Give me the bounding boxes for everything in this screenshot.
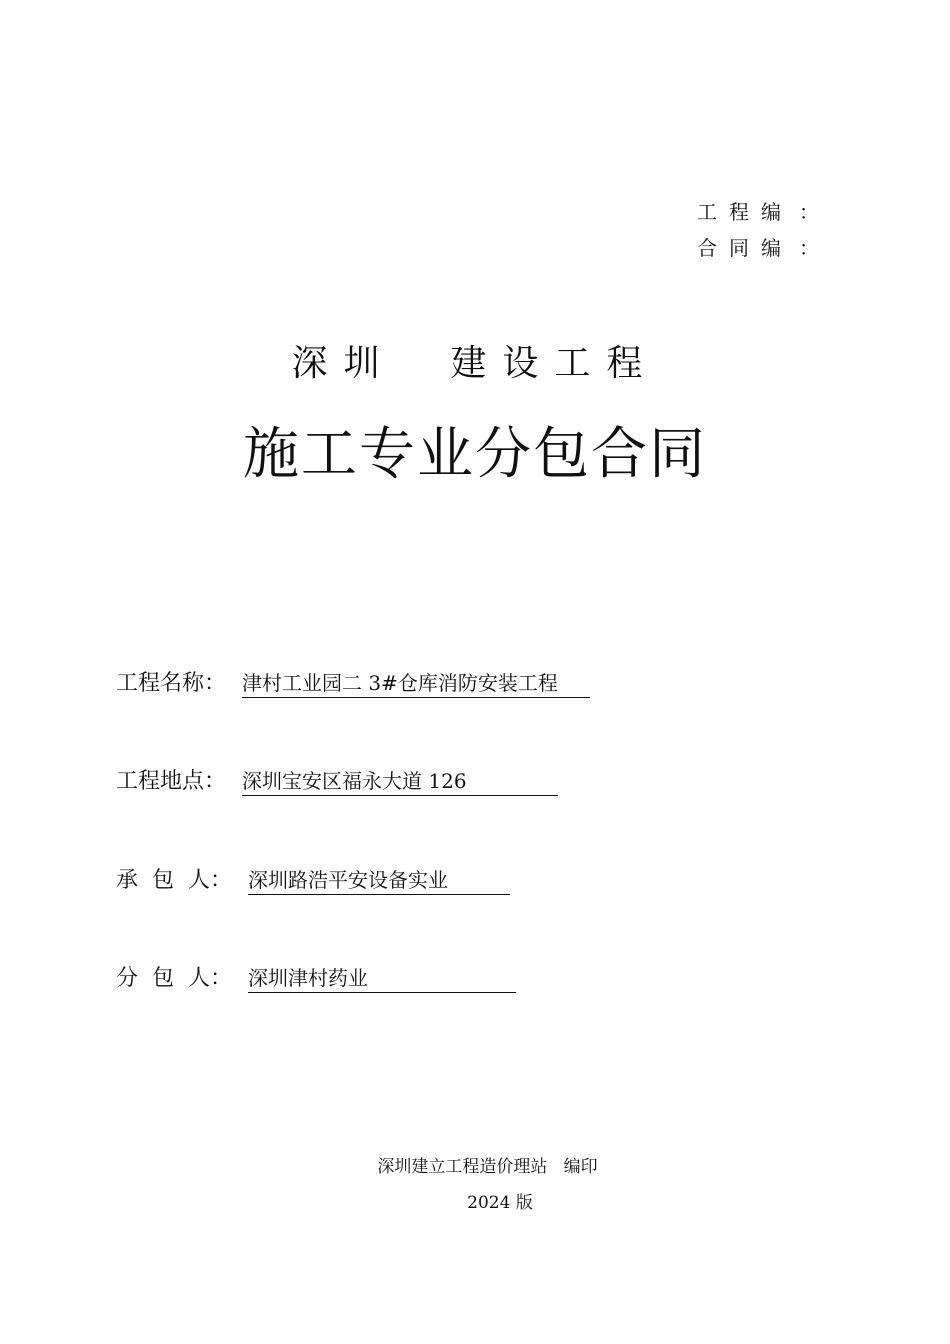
field-project-location-label: 工程地点： xyxy=(116,769,227,794)
document-title-line-1: 深圳 建设工程 xyxy=(291,343,659,384)
project-number-colon: ： xyxy=(799,199,819,224)
field-project-name xyxy=(116,666,590,698)
field-contractor-label: 承 包 人： xyxy=(116,868,232,893)
field-contractor xyxy=(116,863,510,895)
project-number-line xyxy=(697,192,827,228)
contract-number-label: 合同编 xyxy=(697,235,793,260)
field-project-location xyxy=(116,764,558,796)
document-title-line-2: 施工专业分包合同 xyxy=(243,422,707,487)
field-project-name-value: 津村工业园二 3#仓库消防安装工程 xyxy=(242,667,590,698)
field-subcontractor-label: 分 包 人： xyxy=(116,966,232,991)
field-subcontractor xyxy=(116,961,516,993)
document-number-block xyxy=(697,192,827,264)
field-project-location-value: 深圳宝安区福永大道 126 xyxy=(242,765,558,796)
contract-number-line xyxy=(697,228,827,264)
project-number-label: 工程编 xyxy=(697,199,793,224)
publisher-line: 深圳建立工程造价理站 编印 xyxy=(377,1157,598,1177)
field-project-name-label: 工程名称： xyxy=(116,671,227,696)
contract-number-colon: ： xyxy=(799,235,819,260)
field-contractor-value: 深圳路浩平安设备实业 xyxy=(248,864,510,895)
edition-line: 2024 版 xyxy=(467,1193,533,1213)
field-subcontractor-value: 深圳津村药业 xyxy=(248,962,516,993)
